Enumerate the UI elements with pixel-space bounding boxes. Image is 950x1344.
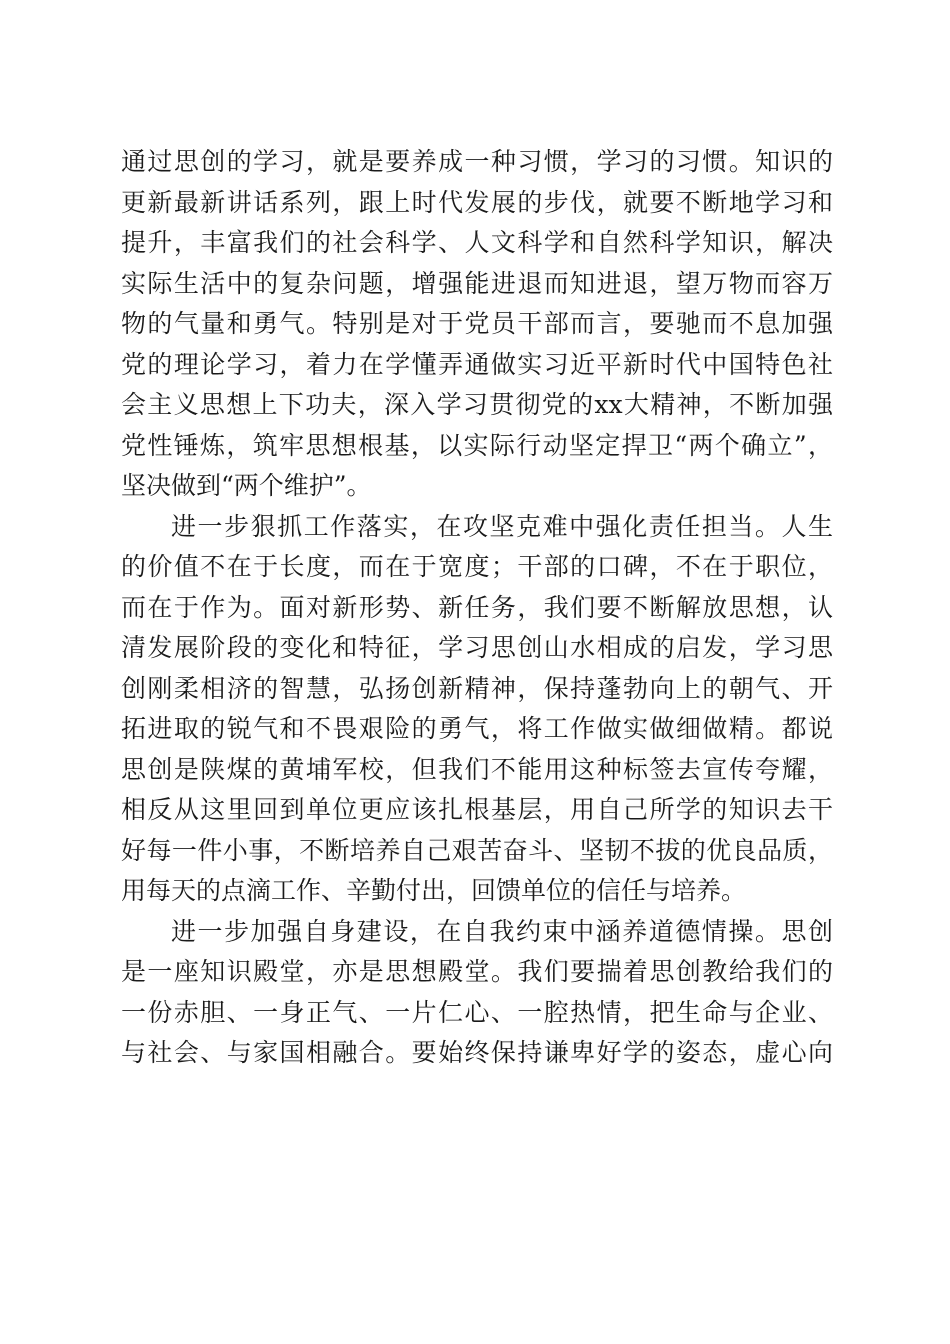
document-body xyxy=(121,142,833,1074)
text-line: 与社会、与家国相融合。要始终保持谦卑好学的姿态，虚心向 xyxy=(121,1038,833,1067)
text-line: 清发展阶段的变化和特征，学习思创山水相成的启发，学习思 xyxy=(121,633,833,662)
text-line: 用每天的点滴工作、辛勤付出，回馈单位的信任与培养。 xyxy=(121,876,747,905)
text-line: 党的理论学习，着力在学懂弄通做实习近平新时代中国特色社 xyxy=(121,349,833,379)
text-line: 一份赤胆、一身正气、一片仁心、一腔热情，把生命与企业、 xyxy=(121,997,833,1027)
text-line: 的价值不在于长度，而在于宽度；干部的口碑，不在于职位， xyxy=(121,552,833,581)
text-line: 进一步加强自身建设，在自我约束中涵养道德情操。思创 xyxy=(171,916,833,946)
text-line: 而在于作为。面对新形势、新任务，我们要不断解放思想，认 xyxy=(121,592,833,622)
paragraph-1 xyxy=(121,142,833,507)
text-line: 是一座知识殿堂，亦是思想殿堂。我们要揣着思创教给我们的 xyxy=(121,957,833,986)
text-line: 拓进取的锐气和不畏艰险的勇气，将工作做实做细做精。都说 xyxy=(121,714,833,743)
text-line: 思创是陕煤的黄埔军校，但我们不能用这种标签去宣传夸耀， xyxy=(121,754,833,784)
text-line: 坚决做到“两个维护”。 xyxy=(121,471,372,500)
text-line: 会主义思想上下功夫，深入学习贯彻党的xx大精神，不断加强 xyxy=(121,390,833,419)
text-line: 创刚柔相济的智慧，弘扬创新精神，保持蓬勃向上的朝气、开 xyxy=(121,673,833,703)
text-line: 实际生活中的复杂问题，增强能进退而知进退，望万物而容万 xyxy=(121,268,833,298)
text-line: 通过思创的学习，就是要养成一种习惯，学习的习惯。知识的 xyxy=(121,147,833,176)
text-line: 相反从这里回到单位更应该扎根基层，用自己所学的知识去干 xyxy=(121,795,833,824)
text-line: 物的气量和勇气。特别是对于党员干部而言，要驰而不息加强 xyxy=(121,309,833,338)
text-line: 进一步狠抓工作落实，在攻坚克难中强化责任担当。人生 xyxy=(171,511,833,541)
text-line: 党性锤炼，筑牢思想根基，以实际行动坚定捍卫“两个确立”， xyxy=(121,430,833,460)
paragraph-2 xyxy=(121,507,833,912)
text-line: 更新最新讲话系列，跟上时代发展的步伐，就要不断地学习和 xyxy=(121,187,833,217)
paragraph-3 xyxy=(121,912,833,1074)
text-line: 好每一件小事，不断培养自己艰苦奋斗、坚韧不拔的优良品质， xyxy=(121,835,833,865)
text-line: 提升，丰富我们的社会科学、人文科学和自然科学知识，解决 xyxy=(121,228,833,257)
